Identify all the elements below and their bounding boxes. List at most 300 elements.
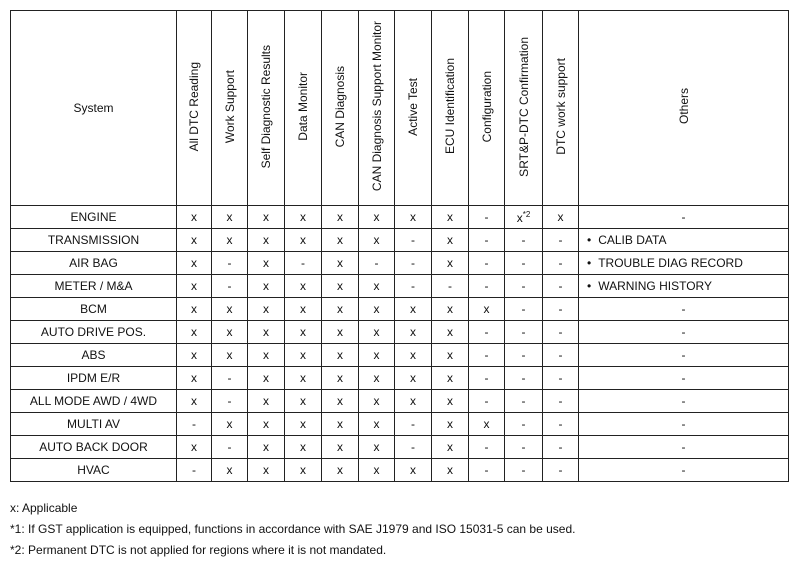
table-row: [11, 436, 789, 459]
others-column-header: [579, 11, 789, 206]
support-mark: x: [263, 210, 269, 224]
support-mark: -: [558, 325, 563, 339]
function-support-cell: [322, 413, 359, 436]
support-mark: -: [227, 440, 232, 454]
function-support-cell: [322, 275, 359, 298]
table-row: [11, 413, 789, 436]
function-support-cell: [395, 229, 432, 252]
support-mark: x: [337, 325, 343, 339]
support-mark: -: [227, 256, 232, 270]
support-mark: x: [300, 440, 306, 454]
feature-header: [359, 11, 395, 206]
feature-header: [395, 11, 432, 206]
others-text: -: [681, 302, 686, 316]
function-support-cell: [505, 344, 543, 367]
support-mark: x: [191, 256, 197, 270]
function-support-cell: [359, 321, 395, 344]
function-support-cell: [285, 459, 322, 482]
support-mark: x: [337, 463, 343, 477]
support-mark: -: [521, 302, 526, 316]
function-support-cell: [395, 436, 432, 459]
support-mark: x: [226, 348, 233, 362]
footnotes: [10, 498, 575, 561]
support-mark: -: [411, 279, 415, 293]
support-mark: -: [521, 463, 526, 477]
support-mark: x: [337, 279, 343, 293]
system-name-cell: ALL MODE AWD / 4WD: [11, 390, 177, 413]
function-support-cell: [432, 206, 469, 229]
function-support-cell: [505, 229, 543, 252]
function-support-cell: [359, 344, 395, 367]
function-support-cell: [177, 206, 212, 229]
function-support-cell: [177, 229, 212, 252]
others-cell: [579, 436, 789, 459]
support-mark: x: [337, 302, 343, 316]
table-row: [11, 367, 789, 390]
function-support-cell: [505, 321, 543, 344]
system-name-cell: AUTO BACK DOOR: [11, 436, 177, 459]
support-mark: -: [227, 394, 232, 408]
function-support-cell: [285, 298, 322, 321]
others-header-label: Others: [676, 88, 691, 125]
support-mark: -: [521, 417, 526, 431]
function-support-cell: [505, 390, 543, 413]
support-mark: x: [226, 302, 233, 316]
system-column-header: System: [11, 11, 177, 206]
function-support-cell: [395, 321, 432, 344]
support-mark: -: [484, 463, 489, 477]
function-support-cell: [543, 321, 579, 344]
footnote: *2: Permanent DTC is not applied for regions where it is not mandated.: [10, 543, 387, 557]
support-mark: x: [300, 233, 306, 247]
function-support-cell: [285, 321, 322, 344]
support-mark: x: [373, 210, 380, 224]
support-mark: -: [301, 256, 305, 270]
function-support-cell: [432, 459, 469, 482]
function-support-cell: [248, 390, 285, 413]
support-mark: x: [373, 463, 380, 477]
function-support-cell: [543, 344, 579, 367]
footnote: x: Applicable: [10, 501, 78, 515]
support-mark: x: [191, 233, 197, 247]
support-mark: x: [337, 440, 343, 454]
support-mark: x: [263, 417, 269, 431]
support-mark: x: [483, 417, 490, 431]
feature-header-label: DTC work support: [553, 58, 568, 155]
function-support-cell: [543, 390, 579, 413]
table-row: [11, 321, 789, 344]
function-support-cell: [177, 436, 212, 459]
function-support-cell: [432, 252, 469, 275]
support-mark: -: [227, 371, 232, 385]
support-mark: -: [558, 371, 563, 385]
others-text: -: [681, 417, 686, 431]
function-support-cell: [285, 367, 322, 390]
support-mark: x: [557, 210, 564, 224]
function-support-cell: [543, 298, 579, 321]
function-support-cell: [469, 252, 505, 275]
function-support-cell: [395, 206, 432, 229]
support-mark: x: [263, 394, 269, 408]
table-header-row: [11, 11, 789, 206]
function-support-cell: [543, 275, 579, 298]
support-mark: -: [521, 394, 526, 408]
function-support-cell: [469, 229, 505, 252]
function-support-cell: [543, 252, 579, 275]
support-mark: x: [337, 394, 343, 408]
function-support-cell: [322, 436, 359, 459]
others-text: TROUBLE DIAG RECORD: [598, 256, 743, 270]
feature-header-label: Active Test: [406, 77, 420, 136]
bullet-icon: •: [587, 256, 592, 270]
table-row: [11, 344, 789, 367]
feature-header: [177, 11, 212, 206]
others-cell: [579, 252, 789, 275]
function-support-cell: [395, 390, 432, 413]
support-mark: x: [410, 302, 416, 316]
others-cell: [579, 344, 789, 367]
support-mark: x: [337, 233, 343, 247]
function-support-cell: [395, 413, 432, 436]
support-mark: -: [411, 233, 415, 247]
support-mark: x: [191, 279, 197, 293]
function-support-cell: [359, 229, 395, 252]
function-support-cell: [322, 206, 359, 229]
function-support-cell: [432, 321, 469, 344]
feature-header: [212, 11, 248, 206]
support-mark: -: [484, 325, 489, 339]
support-mark: -: [521, 371, 526, 385]
support-mark: x: [447, 440, 453, 454]
system-name-cell: ABS: [11, 344, 177, 367]
support-mark: -: [227, 279, 232, 293]
function-support-cell: [212, 206, 248, 229]
system-name-cell: AIR BAG: [11, 252, 177, 275]
support-mark: x: [337, 371, 343, 385]
support-mark: -: [484, 371, 489, 385]
function-support-cell: [177, 298, 212, 321]
function-support-cell: [322, 229, 359, 252]
function-support-cell: [469, 436, 505, 459]
support-mark: -: [411, 417, 415, 431]
support-mark: x: [191, 371, 197, 385]
support-mark: x: [447, 233, 453, 247]
function-support-cell: [212, 413, 248, 436]
function-support-cell: [285, 229, 322, 252]
function-support-cell: [359, 206, 395, 229]
support-mark: x: [410, 394, 416, 408]
function-support-cell: [177, 275, 212, 298]
support-mark: -: [374, 256, 379, 270]
system-name-cell: HVAC: [11, 459, 177, 482]
support-mark: x: [373, 371, 380, 385]
support-mark: -: [484, 279, 489, 293]
function-support-cell: [212, 321, 248, 344]
function-support-cell: [248, 298, 285, 321]
support-mark: x: [191, 210, 197, 224]
function-support-cell: [469, 459, 505, 482]
support-mark: -: [521, 440, 526, 454]
support-mark: x: [373, 279, 380, 293]
function-support-cell: [359, 367, 395, 390]
feature-header-label: CAN Diagnosis Support Monitor: [369, 21, 384, 192]
support-mark: x: [447, 463, 453, 477]
support-mark: x: [226, 417, 233, 431]
function-support-cell: [212, 390, 248, 413]
others-text: -: [681, 440, 686, 454]
support-mark: -: [484, 210, 489, 224]
support-mark: x: [263, 371, 269, 385]
function-support-cell: [177, 321, 212, 344]
function-support-cell: [177, 252, 212, 275]
feature-header: [432, 11, 469, 206]
system-name-cell: BCM: [11, 298, 177, 321]
bullet-icon: •: [587, 279, 592, 293]
support-mark: x: [226, 233, 233, 247]
support-mark: x: [300, 417, 306, 431]
function-support-cell: [359, 413, 395, 436]
function-support-cell: [212, 298, 248, 321]
function-support-cell: [395, 252, 432, 275]
function-support-cell: [505, 459, 543, 482]
support-mark: x: [483, 302, 490, 316]
others-cell: [579, 367, 789, 390]
system-name-cell: TRANSMISSION: [11, 229, 177, 252]
function-support-cell: [248, 321, 285, 344]
support-mark: -: [558, 440, 563, 454]
feature-header: [322, 11, 359, 206]
others-cell: [579, 390, 789, 413]
function-support-cell: [505, 367, 543, 390]
function-support-cell: [359, 298, 395, 321]
function-support-cell: [212, 436, 248, 459]
function-support-cell: [543, 229, 579, 252]
function-support-cell: [285, 413, 322, 436]
function-support-cell: [469, 344, 505, 367]
support-mark: -: [558, 394, 563, 408]
footnote-reference: *2: [522, 209, 531, 219]
function-support-cell: [432, 367, 469, 390]
support-mark: x: [410, 371, 416, 385]
support-mark: -: [484, 233, 489, 247]
function-support-cell: [469, 367, 505, 390]
support-mark: -: [521, 325, 526, 339]
support-mark: -: [558, 279, 563, 293]
function-support-cell: [505, 436, 543, 459]
support-mark: x: [263, 348, 269, 362]
support-mark: x: [300, 210, 306, 224]
others-cell: [579, 275, 789, 298]
function-support-cell: [469, 321, 505, 344]
system-name-cell: ENGINE: [11, 206, 177, 229]
support-mark: x: [373, 233, 380, 247]
support-mark: -: [558, 348, 563, 362]
others-text: -: [681, 210, 686, 224]
support-mark: x: [447, 210, 453, 224]
function-support-cell: [177, 390, 212, 413]
support-mark: x: [263, 325, 269, 339]
feature-header-label: ECU Identification: [443, 58, 457, 155]
support-mark: -: [192, 463, 196, 477]
function-support-cell: [285, 344, 322, 367]
table-row: [11, 390, 789, 413]
system-name-cell: AUTO DRIVE POS.: [11, 321, 177, 344]
function-support-cell: [505, 252, 543, 275]
function-support-cell: [285, 275, 322, 298]
support-mark: x: [447, 417, 453, 431]
function-support-cell: [248, 459, 285, 482]
support-mark: -: [484, 348, 489, 362]
support-mark: x: [226, 210, 233, 224]
support-mark: x: [300, 348, 306, 362]
function-support-cell: [543, 413, 579, 436]
feature-header-label: CAN Diagnosis: [333, 65, 347, 148]
support-mark: x: [410, 463, 416, 477]
function-support-cell: [322, 252, 359, 275]
support-mark: -: [484, 394, 489, 408]
support-mark: x: [337, 256, 343, 270]
others-text: WARNING HISTORY: [598, 279, 712, 293]
feature-header-label: All DTC Reading: [187, 61, 201, 152]
feature-header: [285, 11, 322, 206]
table-row: [11, 459, 789, 482]
support-mark: x: [337, 417, 343, 431]
support-mark: x: [373, 417, 380, 431]
support-mark: x: [263, 302, 269, 316]
support-mark: x: [300, 371, 306, 385]
function-support-cell: [177, 413, 212, 436]
support-mark: x: [447, 256, 453, 270]
support-mark: -: [521, 279, 526, 293]
table-row: [11, 298, 789, 321]
support-mark: x: [226, 463, 233, 477]
support-mark: -: [558, 302, 563, 316]
function-support-cell: [212, 367, 248, 390]
table-row: [11, 252, 789, 275]
function-support-cell: [285, 436, 322, 459]
support-mark: -: [411, 440, 415, 454]
function-support-cell: [469, 206, 505, 229]
function-support-cell: [248, 252, 285, 275]
support-mark: x: [447, 394, 453, 408]
function-support-cell: [285, 206, 322, 229]
function-support-cell: [359, 436, 395, 459]
support-mark: x: [263, 463, 269, 477]
function-support-cell: [432, 436, 469, 459]
others-text: CALIB DATA: [598, 233, 667, 247]
feature-header-label: Configuration: [479, 70, 494, 143]
support-mark: x: [373, 394, 380, 408]
function-support-cell: [285, 252, 322, 275]
table-row: [11, 206, 789, 229]
support-mark: x: [447, 325, 453, 339]
support-mark: x: [263, 279, 269, 293]
system-name-cell: IPDM E/R: [11, 367, 177, 390]
support-mark: x: [226, 325, 233, 339]
support-mark: x: [263, 256, 269, 270]
function-support-cell: [359, 459, 395, 482]
function-support-cell: [469, 275, 505, 298]
function-support-cell: [212, 275, 248, 298]
support-mark: x: [191, 325, 197, 339]
support-mark: -: [558, 417, 563, 431]
function-support-cell: [359, 390, 395, 413]
function-support-cell: [212, 344, 248, 367]
function-support-cell: [359, 252, 395, 275]
support-mark: x: [191, 348, 197, 362]
function-support-cell: [212, 252, 248, 275]
function-support-cell: [543, 206, 579, 229]
function-support-cell: [505, 413, 543, 436]
feature-header: [505, 11, 543, 206]
function-support-cell: [212, 229, 248, 252]
function-support-cell: [322, 298, 359, 321]
others-text: -: [681, 394, 686, 408]
support-mark: -: [521, 348, 526, 362]
function-support-cell: [505, 206, 543, 229]
support-mark: x: [191, 394, 197, 408]
support-mark: x: [410, 325, 416, 339]
feature-header: [248, 11, 285, 206]
support-mark: x: [373, 440, 380, 454]
support-mark: x: [337, 348, 343, 362]
support-mark: x: [263, 440, 269, 454]
support-mark: x: [300, 302, 306, 316]
table-row: [11, 275, 789, 298]
support-mark: x: [300, 325, 306, 339]
footnote: *1: If GST application is equipped, functions in accordance with SAE J1979 and ISO 15031-5 can be used.: [10, 522, 576, 536]
support-mark: x: [516, 210, 523, 225]
function-support-cell: [248, 367, 285, 390]
function-support-cell: [177, 459, 212, 482]
feature-header: [469, 11, 505, 206]
support-mark: x: [373, 348, 380, 362]
function-support-cell: [505, 275, 543, 298]
function-support-cell: [469, 390, 505, 413]
function-support-cell: [543, 367, 579, 390]
support-mark: -: [521, 233, 526, 247]
system-name-cell: MULTI AV: [11, 413, 177, 436]
others-cell: [579, 459, 789, 482]
support-mark: x: [373, 302, 380, 316]
feature-header-label: Work Support: [222, 69, 237, 144]
function-support-cell: [395, 459, 432, 482]
others-text: -: [681, 325, 686, 339]
support-mark: x: [300, 394, 306, 408]
support-mark: x: [447, 371, 453, 385]
function-support-cell: [432, 229, 469, 252]
function-support-cell: [248, 436, 285, 459]
support-mark: -: [558, 233, 563, 247]
support-mark: x: [410, 210, 416, 224]
others-text: -: [681, 348, 686, 362]
support-mark: x: [263, 233, 269, 247]
support-mark: -: [411, 256, 415, 270]
support-mark: -: [192, 417, 196, 431]
function-support-cell: [177, 344, 212, 367]
support-mark: x: [337, 210, 343, 224]
others-cell: [579, 321, 789, 344]
support-mark: -: [484, 256, 489, 270]
support-mark: x: [373, 325, 380, 339]
diagnosis-function-table-container: [10, 10, 786, 482]
function-support-cell: [212, 459, 248, 482]
others-cell: [579, 298, 789, 321]
feature-header: [543, 11, 579, 206]
function-support-cell: [469, 298, 505, 321]
table-body: [11, 206, 789, 482]
table-row: [11, 229, 789, 252]
